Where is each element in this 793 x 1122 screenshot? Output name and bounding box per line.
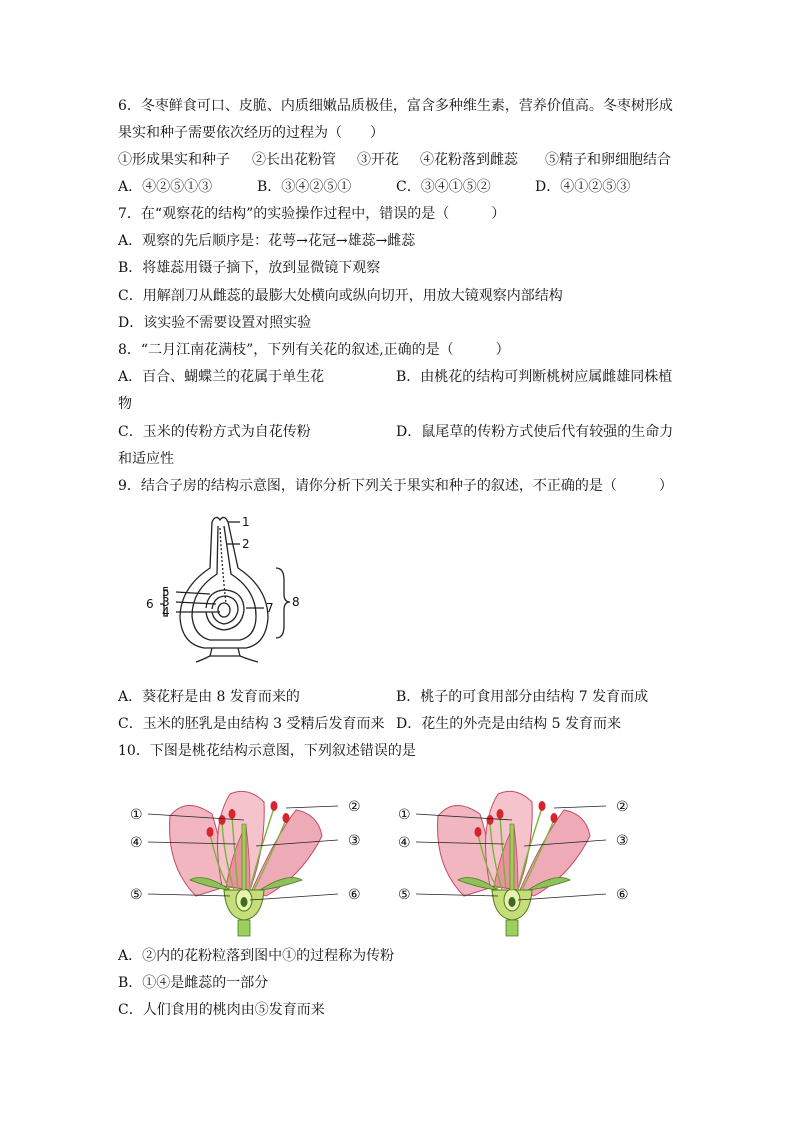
leader-circle-2 (554, 806, 606, 808)
ovary-diagram (140, 508, 310, 668)
q8-option-d-wrap: 和适应性 (118, 451, 174, 467)
q9-option-a: A．葵花籽是由 8 发育而来的 (118, 689, 300, 705)
label-8: 8 (292, 595, 300, 609)
leader-circle-5 (416, 894, 498, 896)
q9-option-b: B．桃子的可食用部分由结构 7 发育而成 (396, 689, 649, 705)
q6-item-1: ①形成果实和种子 (118, 152, 230, 168)
q6-option-c: C．③④①⑤② (396, 179, 491, 195)
stigma-shape (212, 517, 228, 522)
q6-stem-line2: 果实和种子需要依次经历的过程为（ ） (118, 125, 384, 141)
label-6: 6 (146, 597, 154, 611)
q7-option-c: C．用解剖刀从雌蕊的最膨大处横向或纵向切开，用放大镜观察内部结构 (118, 288, 563, 304)
q6-option-d: D．④①②⑤③ (535, 179, 631, 195)
q8-option-a: A．百合、蝴蝶兰的花属于单生花 (118, 369, 325, 385)
q6-option-a: A．④②⑤①③ (118, 179, 213, 195)
flower-illustration (170, 791, 322, 936)
q8-option-b: B．由桃花的结构可判断桃树应属雌雄同株植 (396, 369, 673, 385)
label-3: 3 (162, 595, 170, 609)
q6-stem-line1: 6．冬枣鲜食可口、皮脆、内质细嫩品质极佳，富含多种维生素，营养价值高。冬枣树形成 (118, 98, 673, 114)
q6-item-2: ②长出花粉管 (252, 152, 336, 168)
label-circle-4: ④ (398, 835, 411, 851)
q7-option-a: A．观察的先后顺序是：花萼→花冠→雄蕊→雌蕊 (118, 233, 416, 249)
q10-option-c: C．人们食用的桃肉由⑤发育而来 (118, 1002, 325, 1018)
label-circle-1: ① (398, 807, 411, 823)
q6-item-5: ⑤精子和卵细胞结合 (545, 152, 671, 168)
q6-item-4: ④花粉落到雌蕊 (420, 152, 518, 168)
label-circle-5: ⑤ (130, 887, 143, 903)
q8-stem: 8．“二月江南花满枝”，下列有关花的叙述,正确的是（ ） (118, 342, 510, 358)
label-5: 5 (162, 585, 170, 599)
leader-5 (176, 592, 210, 594)
q10-option-b: B．①④是雌蕊的一部分 (118, 975, 269, 991)
label-4: 4 (162, 605, 170, 619)
label-1: 1 (242, 515, 250, 529)
q7-option-b: B．将雄蕊用镊子摘下，放到显微镜下观察 (118, 260, 381, 276)
q9-option-d: D．花生的外壳是由结构 5 发育而来 (396, 716, 622, 732)
label-circle-3: ③ (616, 833, 629, 849)
label-circle-6: ⑥ (348, 887, 361, 903)
peach-flower-diagram-right (394, 786, 634, 938)
q6-item-3: ③开花 (357, 152, 399, 168)
embryo-sac (218, 603, 230, 617)
q10-stem: 10．下图是桃花结构示意图，下列叙述错误的是 (118, 743, 416, 759)
q10-option-a: A．②内的花粉粒落到图中①的过程称为传粉 (118, 948, 395, 964)
leader-circle-5 (148, 894, 230, 896)
label-circle-3: ③ (348, 833, 361, 849)
q7-stem: 7．在“观察花的结构”的实验操作过程中，错误的是（ ） (118, 206, 506, 222)
q8-option-d: D．鼠尾草的传粉方式使后代有较强的生命力 (396, 424, 674, 440)
flower-illustration (438, 791, 590, 936)
label-circle-4: ④ (130, 835, 143, 851)
q8-option-c: C．玉米的传粉方式为自花传粉 (118, 424, 311, 440)
label-circle-5: ⑤ (398, 887, 411, 903)
label-circle-6: ⑥ (616, 887, 629, 903)
label-7: 7 (266, 601, 274, 615)
label-circle-2: ② (616, 799, 629, 815)
pollen-tube (220, 528, 226, 604)
peach-flower-diagram-left (126, 786, 366, 938)
q6-option-b: B．③④②⑤① (257, 179, 352, 195)
q9-option-c: C．玉米的胚乳是由结构 3 受精后发育而来 (118, 716, 385, 732)
leader-circle-2 (286, 806, 338, 808)
label-circle-1: ① (130, 807, 143, 823)
label-circle-2: ② (348, 799, 361, 815)
q8-option-b-wrap: 物 (118, 396, 132, 412)
brace-8 (276, 568, 290, 638)
label-2: 2 (242, 537, 250, 551)
q7-option-d: D．该实验不需要设置对照实验 (118, 315, 312, 331)
q9-stem: 9．结合子房的结构示意图，请你分析下列关于果实和种子的叙述，不正确的是（ ） (118, 478, 673, 494)
pedicel-shape (196, 648, 258, 662)
